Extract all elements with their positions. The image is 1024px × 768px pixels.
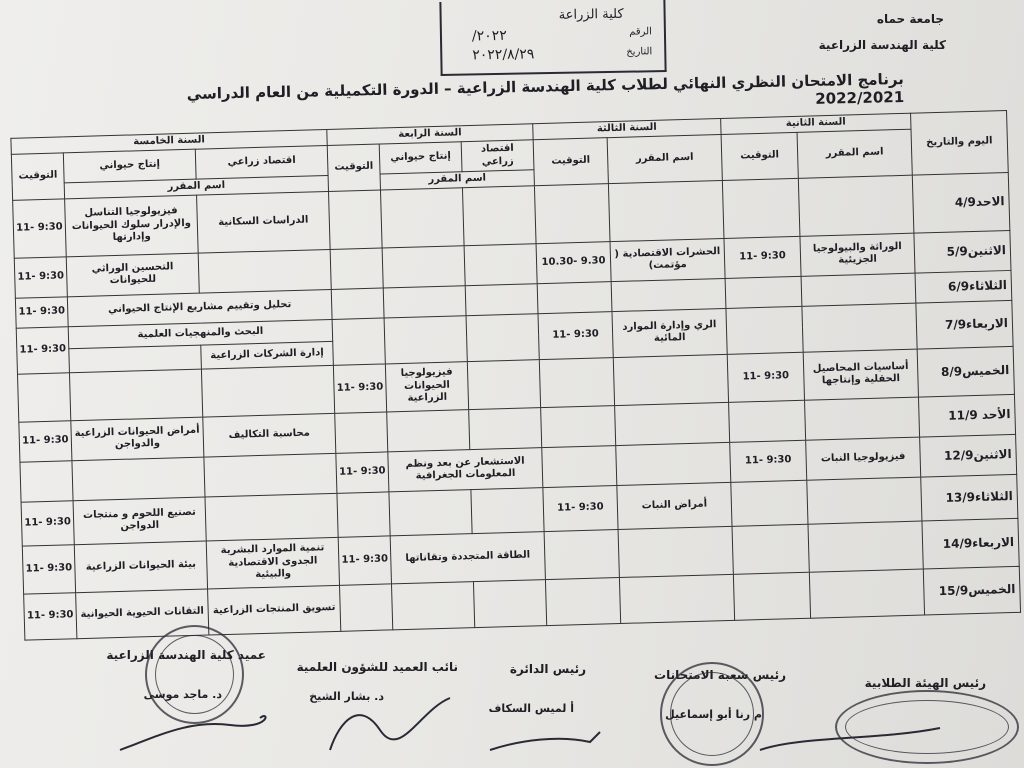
- stamp-date-value: ٢٠٢٢/٨/٢٩: [472, 46, 535, 64]
- y5-time: [17, 372, 70, 421]
- day-cell: الاثنين12/9: [920, 434, 1017, 477]
- day-cell: الاحد4/9: [912, 172, 1010, 233]
- col-day: اليوم والتاريخ: [911, 111, 1009, 175]
- registry-stamp: [439, 0, 666, 76]
- y3-time: 9:30 -11: [543, 485, 618, 531]
- y5-animal: أمراض الحيوانات الزراعية والدواجن: [71, 417, 204, 461]
- y2-time: [731, 480, 808, 526]
- y4-animal: [391, 581, 474, 629]
- y3-course: [613, 354, 728, 405]
- students-head-title: رئيس الهيئة الطلابية: [864, 676, 986, 690]
- y4-animal: [382, 245, 465, 287]
- stamp-date-label: التاريخ: [626, 46, 653, 58]
- y4-econ: [466, 313, 539, 361]
- day-cell: الخميس15/9: [923, 566, 1020, 615]
- y4-animal: [387, 409, 470, 451]
- year4-econ-header: اقتصاد زراعي: [461, 140, 534, 172]
- y3-course: [611, 278, 726, 311]
- year2-header: السنة الثانية: [721, 113, 911, 134]
- day-cell: الثلاثاء6/9: [915, 270, 1012, 303]
- y5-time: 9:30 -11: [16, 326, 69, 373]
- vice-dean-name: د. بشار الشيخ: [309, 690, 384, 703]
- y2-course: فيزيولوجيا النبات: [806, 437, 921, 480]
- y3-course: الحشرات الاقتصادية ( مؤتمت): [610, 238, 725, 281]
- y3-course: [619, 574, 734, 623]
- y5-time: 9:30 -11: [22, 544, 75, 593]
- y4-econ: [473, 579, 546, 627]
- y2-time: 9:30 -11: [727, 352, 804, 402]
- y5-econ: [204, 453, 337, 497]
- year4-course-header: اسم المقرر: [380, 170, 534, 190]
- y3-course: [616, 442, 731, 485]
- year5-time-header: التوقيت: [11, 153, 64, 200]
- y2-course: [808, 521, 923, 572]
- y4-econ: [462, 185, 536, 245]
- y3-course: [618, 526, 733, 577]
- day-cell: الاثنين5/9: [914, 230, 1011, 273]
- y3-course: [615, 402, 730, 445]
- day-cell: الثلاثاء13/9: [921, 474, 1018, 521]
- y5-econ: إدارة الشركات الزراعية: [201, 341, 334, 369]
- y5-time: 9:30 -11: [19, 420, 72, 461]
- y5-econ: محاسبة التكاليف: [203, 413, 336, 457]
- y2-course: [798, 175, 914, 236]
- dept-head-name: أ لميس السكاف: [488, 702, 574, 715]
- year2-time-header: التوقيت: [721, 132, 798, 180]
- y5-time: 9:30 -11: [13, 198, 67, 257]
- signature-scribbles-icon: [0, 640, 1024, 768]
- y2-time: [732, 524, 809, 574]
- y5-time: [20, 460, 73, 501]
- year5-course-header: اسم المقرر: [64, 175, 328, 198]
- y5-econ: تنمية الموارد البشرية الجدوى الاقتصادية والبيئية: [206, 537, 339, 589]
- y3-time: [542, 445, 617, 487]
- y4-econ: [471, 487, 544, 533]
- y4-time: [328, 190, 382, 249]
- university-name: جامعة حماه: [876, 12, 944, 26]
- y5-animal: التقانات الحيوية الحيوانية: [76, 589, 209, 639]
- y2-course: [801, 273, 916, 306]
- year3-header: السنة الثالثة: [533, 118, 721, 139]
- y5-time: 9:30 -11: [14, 256, 67, 297]
- y2-time: [725, 276, 802, 308]
- y4-time: [337, 491, 390, 536]
- y5-econ: الدراسات السكانية: [197, 191, 331, 253]
- y2-course: الوراثة والبيولوجيا الجزيئية: [800, 233, 915, 276]
- y4-time: 9:30 -11: [333, 363, 386, 412]
- y2-time: [722, 178, 800, 238]
- y4-animal: [389, 489, 472, 535]
- y4-econ: [464, 243, 537, 285]
- y5-econ: [205, 493, 338, 541]
- dean-name: د. ماجد موسى: [143, 688, 222, 701]
- year3-course-header: اسم المقرر: [607, 134, 722, 183]
- y2-course: [805, 397, 920, 440]
- dept-head-title: رئيس الدائرة: [509, 662, 586, 676]
- y5-time: 9:30 -11: [15, 296, 68, 327]
- y3-time: 9:30 -11: [538, 311, 613, 359]
- y5-animal: [69, 369, 202, 421]
- y4-econ: [469, 407, 542, 449]
- y4-time: [332, 317, 385, 364]
- page-title: برنامج الامتحان النظري النهائي لطلاب كلية الهندسة الزراعية – الدورة التكميلية من العام الدراسي 2022/2021: [186, 70, 905, 108]
- y5-econ: [201, 365, 334, 417]
- exams-head-name: م رنا أبو إسماعيل: [665, 708, 762, 721]
- year5-header: السنة الخامسة: [11, 130, 327, 155]
- exam-schedule-table: [10, 110, 1021, 640]
- y4-time: [331, 287, 384, 318]
- y3-time: [537, 281, 612, 313]
- faculty-name: كلية الهندسة الزراعية: [818, 38, 946, 52]
- y4-course-merged: الطاقة المتجددة وتقاناتها: [390, 531, 545, 583]
- day-cell: الخميس8/9: [917, 346, 1014, 397]
- year5-econ-header: اقتصاد زراعي: [195, 145, 328, 179]
- y2-course: [807, 477, 922, 524]
- exams-head-title: رئيس شعبة الامتحانات: [654, 668, 786, 682]
- y4-time: [339, 583, 392, 630]
- y5-animal: التحسين الوراثي للحيوانات: [66, 253, 199, 297]
- y2-time: [726, 306, 803, 354]
- y3-time: [541, 405, 616, 447]
- y5-time: 9:30 -11: [24, 592, 77, 639]
- y5-econ: تسويق المنتجات الزراعية: [208, 585, 341, 635]
- y5-animal: تصنيع اللحوم و منتجات الدواجن: [73, 497, 206, 545]
- y2-course: [802, 303, 917, 352]
- y4-econ: [465, 283, 538, 315]
- stamp-number-label: الرقم: [629, 26, 653, 38]
- y2-time: [729, 400, 806, 442]
- year3-time-header: التوقيت: [533, 138, 608, 186]
- y2-course: أساسيات المحاصيل الحقلية وإنتاجها: [803, 349, 918, 400]
- y4-time: 9:30 -11: [338, 535, 391, 584]
- year4-animal-header: إنتاج حيواني: [379, 142, 462, 174]
- y2-time: 9:30 -11: [724, 236, 801, 278]
- y3-time: [545, 577, 620, 625]
- y4-animal: [380, 187, 464, 247]
- y5-animal: فيزيولوجيا التناسل والإدرار سلوك الحيوانات وإدارتها: [65, 195, 199, 257]
- year5-animal-header: إنتاج حيواني: [63, 149, 196, 183]
- y4-econ: [467, 359, 540, 409]
- y3-time: [544, 529, 619, 579]
- y3-course: [608, 180, 724, 241]
- y2-time: [733, 572, 810, 620]
- y2-time: 9:30 -11: [730, 440, 807, 482]
- y4-animal: [384, 315, 467, 363]
- y4-animal: [383, 285, 466, 317]
- y4-time: 9:30 -11: [336, 451, 389, 492]
- year4-header: السنة الرابعة: [327, 124, 533, 146]
- stamp-office: كلية الزراعة: [558, 6, 624, 23]
- day-cell: الأحد 11/9: [918, 394, 1015, 437]
- y5-course-merged: تحليل وتقييم مشاريع الإنتاج الحيواني: [67, 289, 332, 326]
- y4-course-merged: الاستشعار عن بعد ونظم المعلومات الجغرافية: [388, 447, 543, 491]
- y3-time: 9.30 -10.30: [536, 241, 611, 283]
- dean-title: عميد كلية الهندسة الزراعية: [106, 648, 266, 662]
- year4-time-header: التوقيت: [327, 144, 380, 191]
- y4-time: [330, 248, 383, 289]
- stamp-number-value: ٢٠٢٢/: [471, 27, 507, 45]
- y3-course: أمراض النبات: [617, 482, 732, 529]
- y5-animal: [72, 457, 205, 501]
- day-cell: الاربعاء7/9: [916, 300, 1013, 349]
- y3-time: [539, 357, 614, 407]
- year2-course-header: اسم المقرر: [797, 129, 912, 178]
- day-cell: الاربعاء14/9: [922, 518, 1019, 569]
- vice-dean-title: نائب العميد للشؤون العلمية: [296, 660, 458, 674]
- y2-course: [809, 569, 924, 618]
- y5-course-merged: البحث والمنهجيات العلمية: [68, 319, 333, 348]
- y5-time: 9:30 -11: [21, 500, 74, 545]
- y5-animal: بيئة الحيوانات الزراعية: [74, 541, 207, 593]
- y4-time: [335, 411, 388, 452]
- y3-time: [534, 183, 610, 243]
- y3-course: الري وإدارة الموارد المائية: [612, 308, 727, 357]
- y5-econ: [198, 249, 331, 293]
- y4-animal: فيزيولوجيا الحيوانات الزراعية: [385, 361, 468, 411]
